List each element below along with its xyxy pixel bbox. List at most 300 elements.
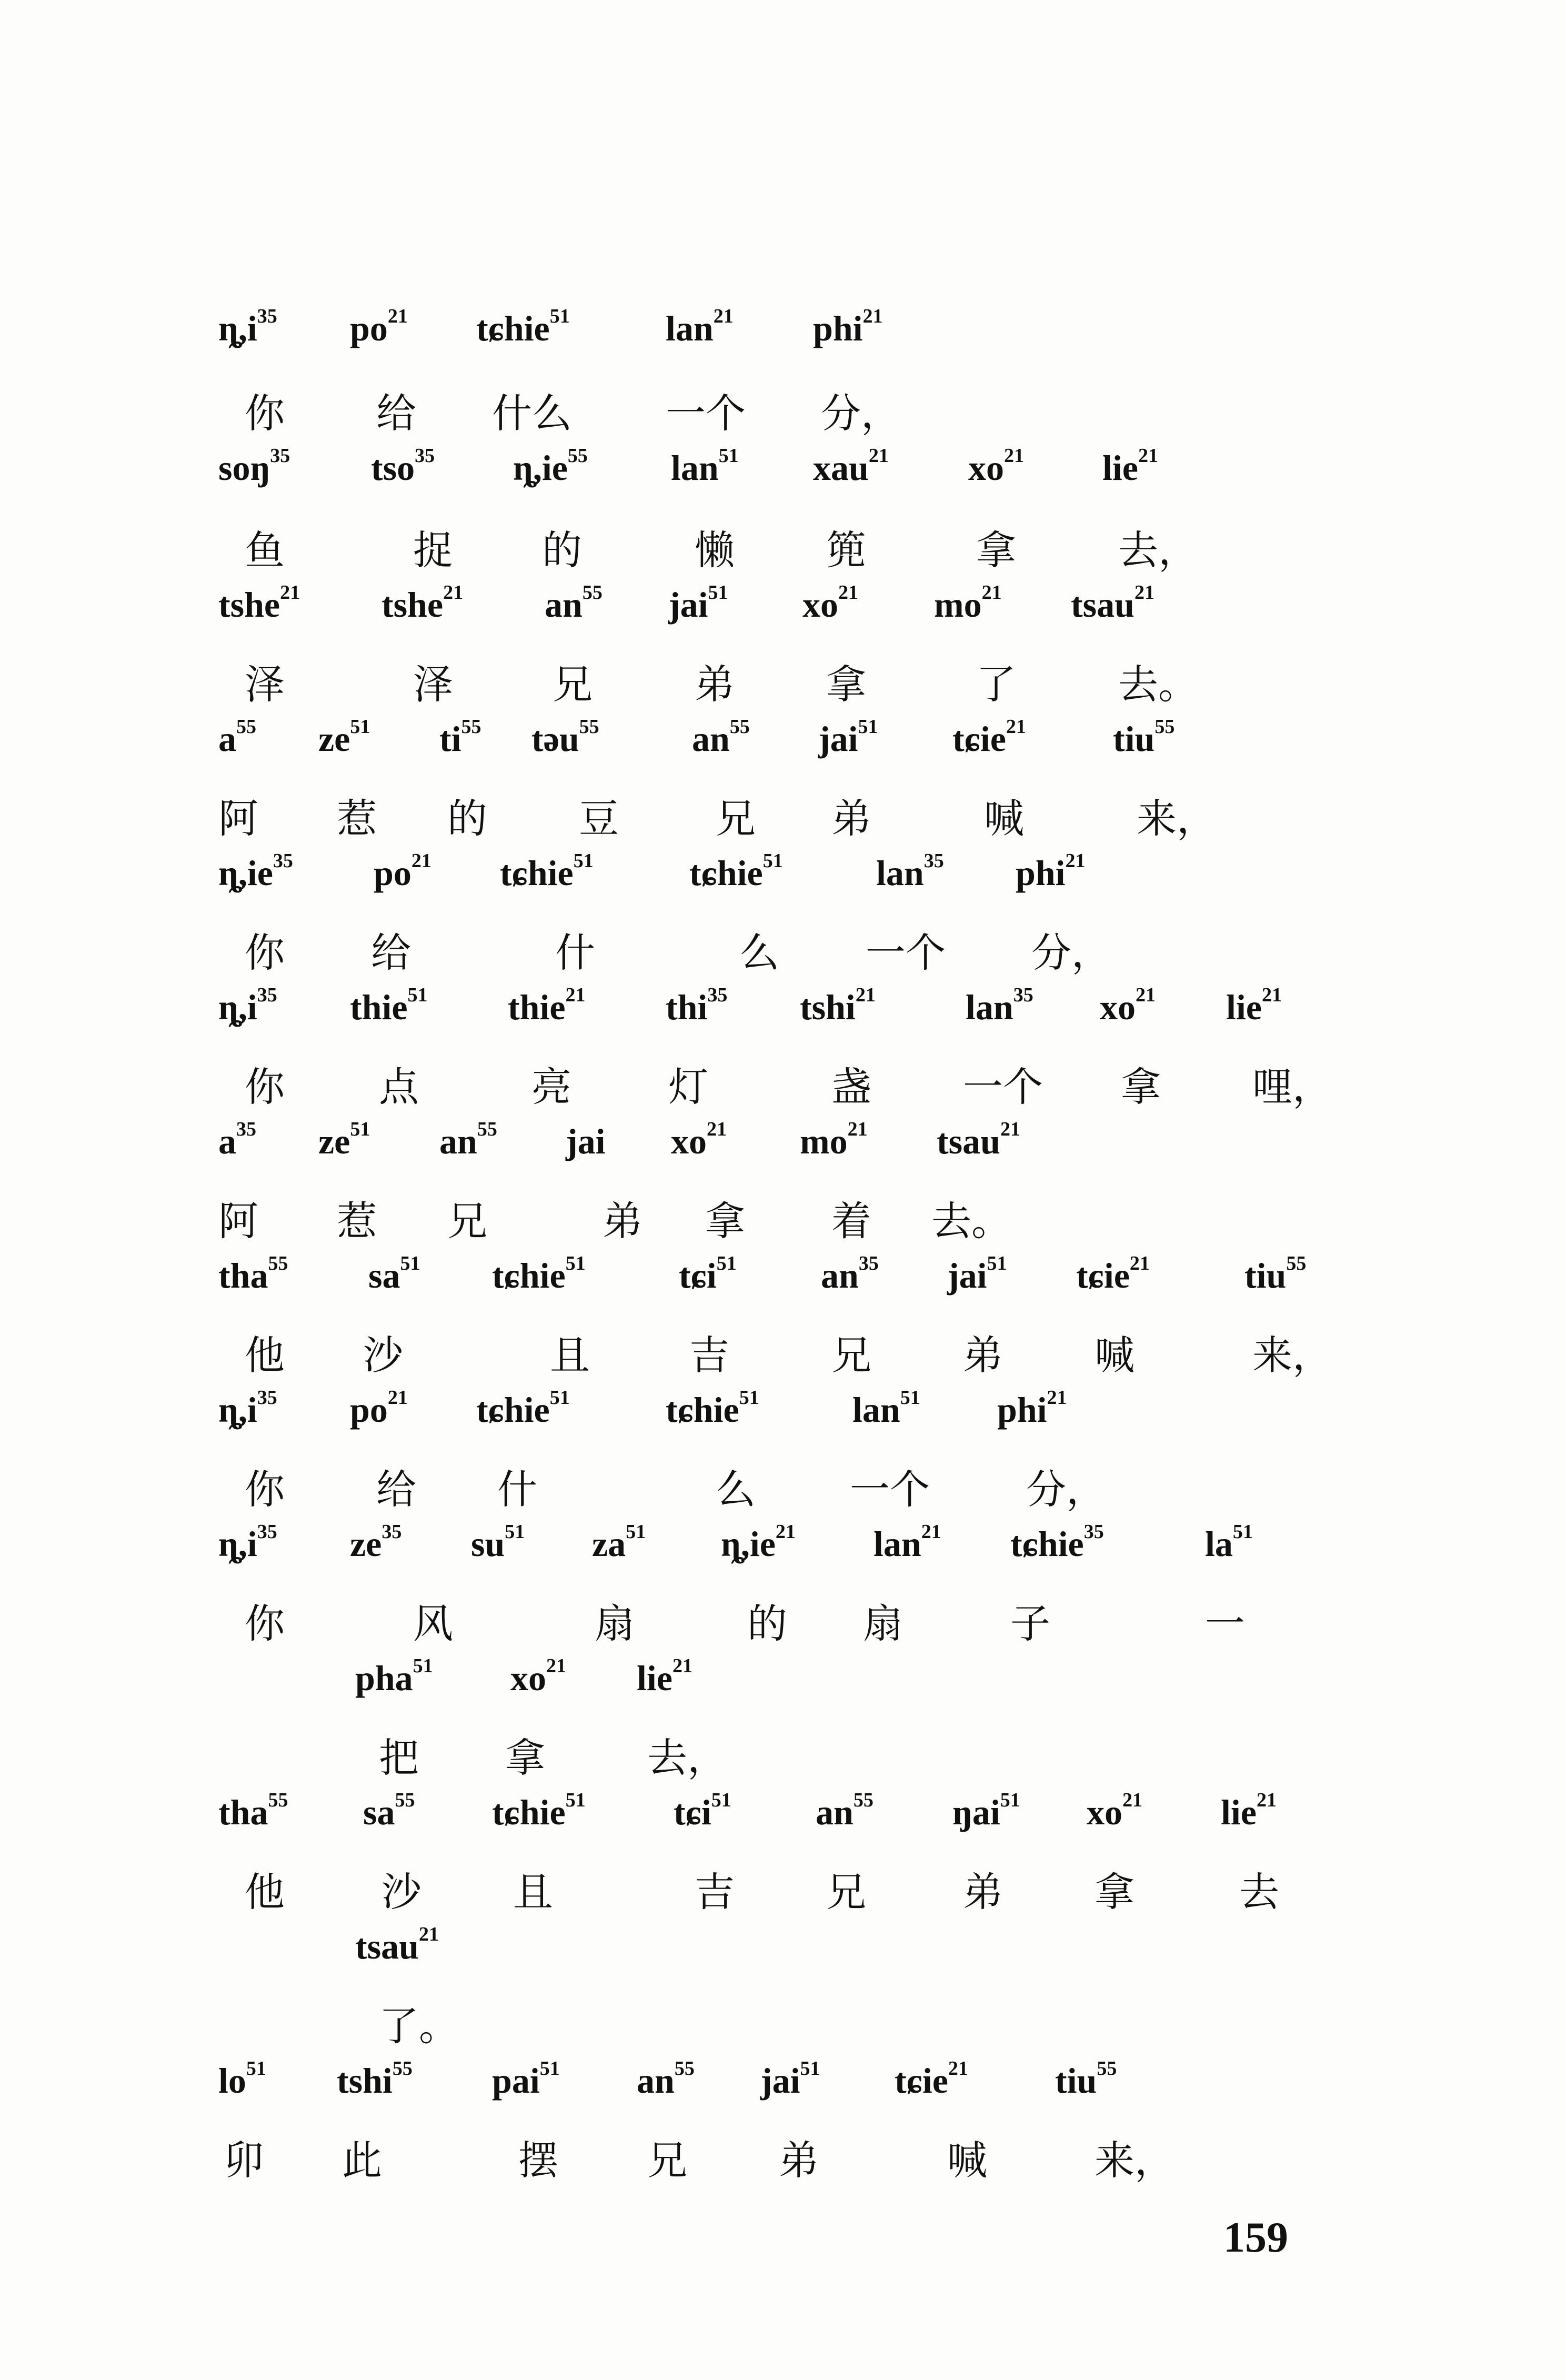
- syllable: [821, 1252, 879, 1297]
- token-text: lan: [671, 448, 719, 488]
- tone-number: 55: [1155, 716, 1175, 738]
- tone-number: 51: [549, 305, 570, 327]
- tone-number: 35: [236, 1118, 256, 1140]
- tone-number: 21: [1047, 1387, 1067, 1409]
- tone-number: 55: [395, 1789, 415, 1811]
- token-text: tshe: [382, 585, 444, 625]
- tone-number: 21: [1256, 1789, 1277, 1811]
- token-text: ti: [439, 719, 461, 759]
- syllable: [800, 1118, 868, 1162]
- token-text: tha: [218, 1256, 268, 1296]
- syllable: [439, 1118, 497, 1162]
- token-text: jai: [566, 1121, 606, 1161]
- token-text: 且: [513, 1869, 553, 1915]
- tone-number: 51: [718, 445, 739, 467]
- tone-number: 55: [477, 1118, 497, 1140]
- gloss-word: [497, 1458, 537, 1515]
- syllable: [531, 718, 599, 760]
- token-text: tɕi: [674, 1792, 711, 1832]
- syllable: [592, 1523, 646, 1565]
- token-text: tshi: [800, 987, 856, 1027]
- gloss-word: [376, 381, 416, 439]
- token-text: 摆: [518, 2137, 558, 2184]
- page-number: 159: [1223, 2213, 1288, 2261]
- gloss-word: [647, 2128, 687, 2186]
- token-text: 一: [1205, 1600, 1245, 1647]
- token-text: jai: [668, 585, 708, 625]
- token-text: 弟: [831, 795, 871, 842]
- token-text: 来，: [1137, 795, 1217, 842]
- tone-number: 21: [1134, 581, 1155, 604]
- tone-number: 55: [567, 445, 588, 467]
- gloss-word: [579, 787, 619, 844]
- gloss-word: [413, 652, 453, 710]
- syllable: [350, 984, 428, 1028]
- token-text: xo: [968, 448, 1004, 488]
- gloss-word: [831, 1055, 871, 1112]
- token-text: thie: [350, 987, 408, 1027]
- token-text: 一个: [963, 1063, 1043, 1110]
- token-text: xo: [1087, 1792, 1122, 1832]
- token-text: mo: [934, 585, 982, 625]
- gloss-word: [963, 1055, 1043, 1112]
- syllable: [218, 852, 293, 894]
- tone-number: 51: [565, 1252, 586, 1274]
- syllable: [952, 1789, 1020, 1833]
- gloss-word: [666, 381, 746, 439]
- token-text: lan: [874, 1524, 921, 1564]
- token-text: 兄: [447, 1198, 487, 1244]
- token-text: xo: [802, 585, 838, 625]
- tone-number: 35: [707, 984, 728, 1006]
- tone-number: 21: [411, 850, 431, 872]
- token-text: phi: [1016, 853, 1066, 893]
- syllable: [876, 852, 944, 894]
- tone-number: 21: [1136, 984, 1156, 1006]
- tone-number: 55: [236, 716, 256, 738]
- tone-number: 21: [418, 1923, 439, 1945]
- token-text: 鱼: [245, 527, 285, 574]
- tone-number: 51: [1232, 1521, 1253, 1543]
- token-text: 给: [376, 390, 416, 437]
- gloss-word: [739, 921, 779, 978]
- token-text: an: [821, 1256, 859, 1296]
- syllable: [671, 447, 739, 489]
- token-text: 喊: [984, 795, 1024, 842]
- tone-number: 21: [1138, 445, 1158, 467]
- token-text: tsau: [937, 1121, 1000, 1161]
- token-text: 沙: [382, 1869, 421, 1915]
- token-text: tɕhie: [476, 1390, 550, 1430]
- token-text: 你: [245, 1600, 285, 1647]
- token-text: 给: [371, 929, 411, 976]
- gloss-word: [553, 652, 593, 710]
- syllable: [802, 581, 858, 626]
- token-text: a: [218, 1121, 236, 1161]
- token-text: 扇: [863, 1600, 903, 1647]
- gloss-word: [218, 1189, 258, 1247]
- gloss-word: [826, 518, 866, 576]
- token-text: 泽: [245, 661, 285, 708]
- token-text: 捉: [413, 527, 453, 574]
- syllable: [689, 852, 783, 894]
- gloss-word: [831, 1323, 871, 1381]
- token-text: 风: [413, 1600, 453, 1647]
- token-text: 吉: [695, 1869, 735, 1915]
- gloss-word: [550, 1323, 590, 1381]
- tone-number: 21: [280, 581, 300, 604]
- token-text: 拿: [1095, 1869, 1135, 1915]
- syllable: [934, 581, 1002, 626]
- token-text: an: [545, 585, 583, 625]
- token-text: pai: [492, 2061, 540, 2101]
- gloss-word: [826, 1860, 866, 1917]
- tone-number: 21: [1000, 1118, 1020, 1140]
- token-text: 去。: [1118, 661, 1198, 708]
- gloss-word: [695, 1860, 735, 1917]
- token-text: 豆: [579, 795, 619, 842]
- syllable: [1010, 1523, 1104, 1565]
- tone-number: 21: [948, 2057, 968, 2080]
- gloss-word: [826, 652, 866, 710]
- gloss-word: [1031, 921, 1111, 978]
- tone-number: 35: [257, 984, 277, 1006]
- tone-number: 51: [800, 2057, 820, 2080]
- gloss-word: [831, 1189, 871, 1247]
- syllable: [692, 718, 750, 760]
- gloss-word: [505, 1726, 545, 1783]
- token-text: 惹: [337, 795, 377, 842]
- token-text: ȵ,ie: [721, 1524, 776, 1564]
- tone-number: 35: [257, 1521, 277, 1543]
- tone-number: 51: [350, 1118, 370, 1140]
- tone-number: 55: [461, 716, 481, 738]
- gloss-word: [1118, 518, 1198, 576]
- token-text: 子: [1010, 1600, 1050, 1647]
- tone-number: 21: [1122, 1789, 1142, 1811]
- syllable: [895, 2057, 968, 2102]
- token-text: lan: [666, 308, 714, 348]
- syllable: [218, 1252, 288, 1297]
- syllable: [668, 581, 728, 626]
- tone-number: 35: [382, 1521, 402, 1543]
- syllable: [800, 984, 876, 1028]
- syllable: [439, 718, 481, 760]
- token-text: 篼: [826, 527, 866, 574]
- gloss-word: [1239, 1860, 1279, 1917]
- token-text: 哩，: [1252, 1063, 1332, 1110]
- gloss-word: [695, 518, 735, 576]
- gloss-word: [963, 1323, 1003, 1381]
- gloss-word: [695, 652, 735, 710]
- gloss-word: [1137, 787, 1217, 844]
- token-text: tɕhie: [666, 1390, 739, 1430]
- token-text: tɕhie: [492, 1792, 566, 1832]
- syllable: [1226, 984, 1282, 1028]
- syllable: [513, 447, 588, 489]
- token-text: ȵ,ie: [218, 853, 273, 893]
- token-text: lan: [966, 987, 1013, 1027]
- gloss-word: [821, 381, 901, 439]
- tone-number: 21: [443, 581, 464, 604]
- token-text: xo: [1100, 987, 1136, 1027]
- syllable: [666, 1389, 759, 1431]
- syllable: [510, 1655, 566, 1699]
- tone-number: 51: [626, 1521, 646, 1543]
- token-text: xo: [671, 1121, 707, 1161]
- syllable: [666, 305, 734, 349]
- syllable: [218, 1789, 288, 1833]
- token-text: 阿: [218, 795, 258, 842]
- tone-number: 21: [565, 984, 586, 1006]
- gloss-word: [963, 1860, 1003, 1917]
- syllable: [350, 305, 408, 349]
- syllable: [363, 1789, 415, 1833]
- token-text: lie: [1102, 448, 1138, 488]
- syllable: [371, 447, 435, 489]
- gloss-word: [947, 2128, 987, 2186]
- token-text: jai: [947, 1256, 987, 1296]
- token-text: 亮: [531, 1063, 571, 1110]
- gloss-word: [245, 1055, 285, 1112]
- tone-number: 55: [729, 716, 750, 738]
- syllable: [997, 1389, 1067, 1431]
- syllable: [218, 1118, 256, 1162]
- token-text: ȵ,i: [218, 1390, 257, 1430]
- tone-number: 35: [257, 1387, 277, 1409]
- token-text: xau: [813, 448, 869, 488]
- gloss-word: [245, 381, 285, 439]
- syllable: [218, 447, 290, 489]
- syllable: [947, 1252, 1007, 1297]
- syllable: [1205, 1523, 1253, 1565]
- tone-number: 51: [505, 1521, 525, 1543]
- token-text: tsau: [355, 1926, 419, 1966]
- syllable: [666, 984, 728, 1028]
- token-text: soŋ: [218, 448, 270, 488]
- gloss-word: [513, 1860, 553, 1917]
- syllable: [852, 1389, 920, 1431]
- token-text: za: [592, 1524, 626, 1564]
- token-text: 分，: [1031, 929, 1111, 976]
- gloss-word: [382, 1860, 421, 1917]
- token-text: tɕhie: [476, 308, 550, 348]
- syllable: [1102, 447, 1158, 489]
- tone-number: 21: [981, 581, 1002, 604]
- syllable: [471, 1523, 525, 1565]
- token-text: təu: [531, 719, 579, 759]
- tone-number: 21: [868, 445, 889, 467]
- syllable: [671, 1118, 727, 1162]
- gloss-word: [337, 787, 377, 844]
- gloss-word: [976, 652, 1016, 710]
- token-text: 兄: [831, 1332, 871, 1379]
- gloss-word: [705, 1189, 745, 1247]
- token-text: 么: [739, 929, 779, 976]
- token-text: tshi: [337, 2061, 393, 2101]
- syllable: [218, 581, 300, 626]
- token-text: 分，: [821, 390, 901, 437]
- syllable: [816, 1789, 874, 1833]
- syllable: [566, 1121, 606, 1162]
- syllable: [966, 984, 1033, 1028]
- syllable: [721, 1523, 796, 1565]
- token-text: lie: [637, 1658, 672, 1698]
- token-text: 点: [379, 1063, 419, 1110]
- tone-number: 21: [713, 305, 734, 327]
- syllable: [760, 2057, 820, 2102]
- token-text: phi: [813, 308, 863, 348]
- tone-number: 55: [582, 581, 603, 604]
- gloss-word: [1205, 1592, 1245, 1649]
- token-text: 扇: [595, 1600, 635, 1647]
- tone-number: 51: [549, 1387, 570, 1409]
- token-text: lo: [218, 2061, 246, 2101]
- syllable: [492, 1789, 586, 1833]
- tone-number: 51: [762, 850, 783, 872]
- syllable: [637, 1655, 692, 1699]
- token-text: tshe: [218, 585, 280, 625]
- token-text: 懒: [695, 527, 735, 574]
- syllable: [813, 447, 889, 489]
- token-text: 他: [245, 1332, 285, 1379]
- token-text: 兄: [553, 661, 593, 708]
- token-text: 什: [555, 929, 595, 976]
- tone-number: 55: [674, 2057, 695, 2080]
- syllable: [218, 1389, 277, 1431]
- token-text: tɕi: [679, 1256, 717, 1296]
- tone-number: 51: [400, 1252, 420, 1274]
- syllable: [813, 305, 883, 349]
- syllable: [818, 718, 878, 760]
- token-text: 盏: [831, 1063, 871, 1110]
- tone-number: 55: [392, 2057, 413, 2080]
- gloss-word: [413, 518, 453, 576]
- token-text: pha: [355, 1658, 413, 1698]
- syllable: [492, 2057, 560, 2102]
- syllable: [508, 984, 586, 1028]
- syllable: [968, 447, 1024, 489]
- token-text: 弟: [963, 1869, 1003, 1915]
- token-text: tso: [371, 448, 415, 488]
- tone-number: 35: [415, 445, 435, 467]
- syllable: [218, 718, 256, 760]
- token-text: 喊: [1095, 1332, 1135, 1379]
- gloss-word: [245, 1323, 285, 1381]
- token-text: ȵ,i: [218, 308, 257, 348]
- token-text: tɕhie: [1010, 1524, 1084, 1564]
- token-text: 把: [379, 1734, 419, 1781]
- token-text: la: [1205, 1524, 1233, 1564]
- tone-number: 55: [579, 716, 599, 738]
- gloss-word: [984, 787, 1024, 844]
- gloss-word: [245, 518, 285, 576]
- gloss-word: [1252, 1055, 1332, 1112]
- token-text: 什么: [492, 390, 572, 437]
- token-text: an: [692, 719, 730, 759]
- syllable: [1087, 1789, 1142, 1833]
- gloss-word: [224, 2128, 264, 2186]
- syllable: [1055, 2057, 1117, 2102]
- gloss-word: [931, 1189, 1011, 1247]
- tone-number: 35: [858, 1252, 879, 1274]
- tone-number: 55: [853, 1789, 874, 1811]
- gloss-word: [976, 518, 1016, 576]
- syllable: [1076, 1252, 1150, 1297]
- gloss-word: [747, 1592, 787, 1649]
- tone-number: 21: [921, 1521, 941, 1543]
- gloss-word: [245, 1458, 285, 1515]
- token-text: tɕie: [895, 2061, 948, 2101]
- token-text: an: [816, 1792, 854, 1832]
- tone-number: 55: [1097, 2057, 1117, 2080]
- token-text: 的: [447, 795, 487, 842]
- gloss-word: [850, 1458, 930, 1515]
- syllable: [350, 1523, 401, 1565]
- token-text: 弟: [963, 1332, 1003, 1379]
- syllable: [218, 305, 277, 349]
- tone-number: 51: [716, 1252, 737, 1274]
- token-text: po: [350, 308, 388, 348]
- token-text: 么: [716, 1466, 756, 1513]
- tone-number: 21: [1129, 1252, 1150, 1274]
- token-text: 的: [747, 1600, 787, 1647]
- token-text: lan: [852, 1390, 900, 1430]
- tone-number: 21: [546, 1655, 566, 1677]
- syllable: [637, 2057, 695, 2102]
- tone-number: 21: [387, 305, 408, 327]
- token-text: 什: [497, 1466, 537, 1513]
- tone-number: 21: [855, 984, 876, 1006]
- token-text: tha: [218, 1792, 268, 1832]
- token-text: jai: [760, 2061, 800, 2101]
- token-text: 一个: [666, 390, 746, 437]
- syllable: [218, 984, 277, 1028]
- gloss-word: [668, 1055, 708, 1112]
- gloss-word: [376, 1458, 416, 1515]
- gloss-word: [866, 921, 946, 978]
- gloss-word: [716, 787, 756, 844]
- token-text: mo: [800, 1121, 848, 1161]
- tone-number: 55: [268, 1252, 288, 1274]
- tone-number: 21: [838, 581, 858, 604]
- token-text: 喊: [947, 2137, 987, 2184]
- gloss-word: [1252, 1323, 1332, 1381]
- syllable: [500, 852, 594, 894]
- gloss-word: [1095, 1860, 1135, 1917]
- tone-number: 51: [407, 984, 428, 1006]
- token-text: 了。: [379, 2003, 459, 2050]
- token-text: 你: [245, 1466, 285, 1513]
- token-text: xo: [510, 1658, 546, 1698]
- syllable: [545, 581, 603, 626]
- tone-number: 21: [1006, 716, 1026, 738]
- token-text: 拿: [705, 1198, 745, 1244]
- token-text: a: [218, 719, 236, 759]
- syllable: [374, 852, 431, 894]
- gloss-word: [779, 2128, 819, 2186]
- gloss-word: [379, 1055, 419, 1112]
- gloss-word: [218, 787, 258, 844]
- token-text: 弟: [603, 1198, 643, 1244]
- tone-number: 21: [672, 1655, 692, 1677]
- gloss-word: [337, 1189, 377, 1247]
- token-text: phi: [997, 1390, 1047, 1430]
- tone-number: 51: [739, 1387, 759, 1409]
- token-text: ȵ,i: [218, 987, 257, 1027]
- tone-number: 35: [273, 850, 293, 872]
- token-text: 拿: [826, 661, 866, 708]
